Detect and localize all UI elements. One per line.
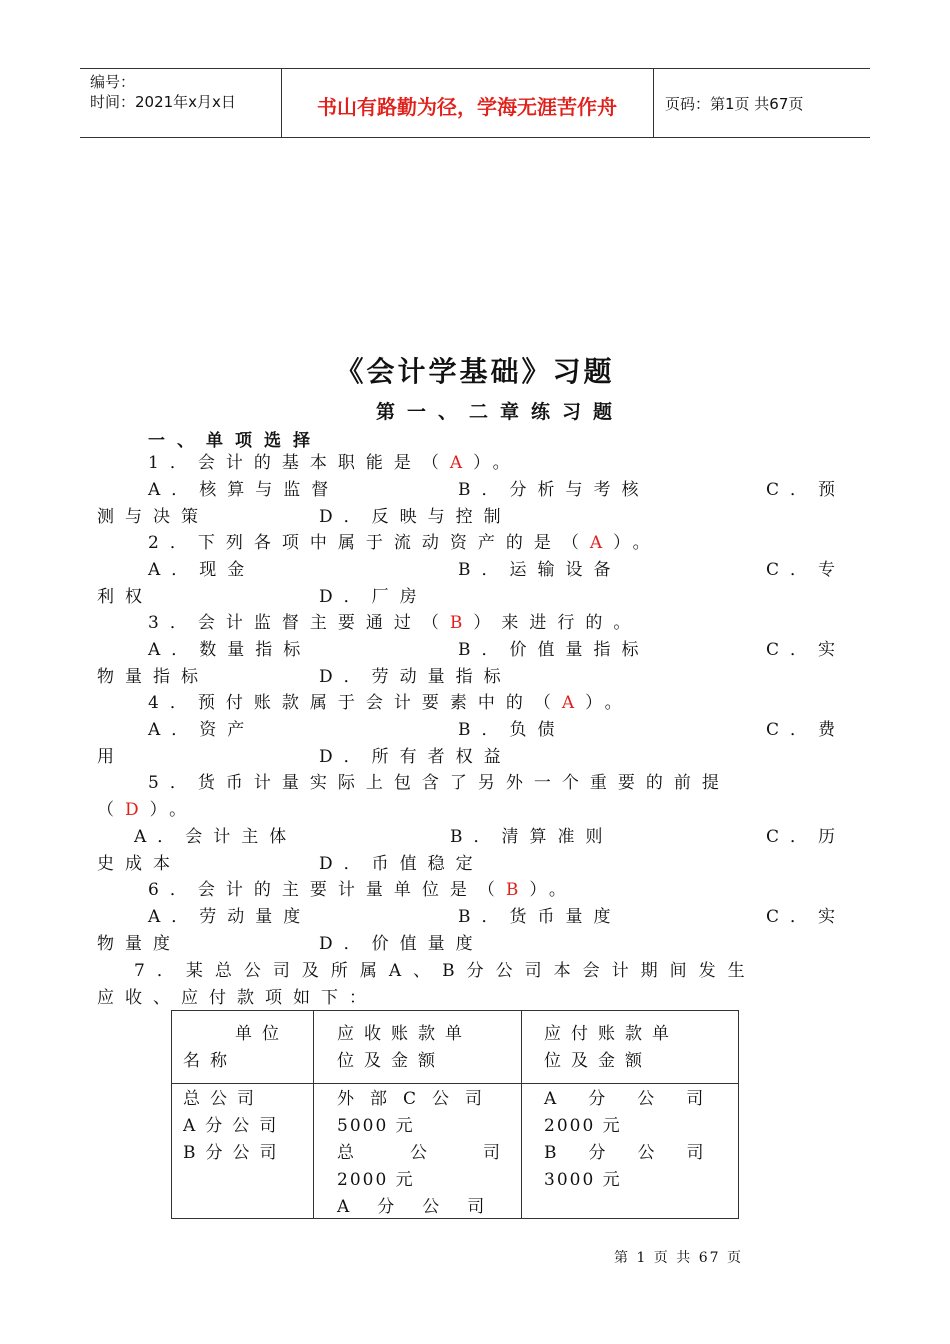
chapter-subtitle: 第一、二章练习题 (375, 401, 624, 423)
table-header-unit: 名称 (183, 1051, 237, 1071)
number-label: 编号： (90, 73, 136, 91)
option-d: D．反映与控制 (319, 507, 512, 527)
answer: B (505, 880, 530, 900)
table-cell: 5000 元 (337, 1116, 415, 1136)
table-cell: A分公司 (337, 1197, 513, 1217)
option-c-cont: 物量度 (97, 934, 181, 954)
option-d: D．价值量度 (319, 934, 484, 954)
table-rule (313, 1011, 314, 1218)
table-cell: 2000 元 (544, 1116, 622, 1136)
question-stem: 3．会计监督主要通过（B）来进行的。 (148, 613, 642, 633)
option-a: A．核算与监督 (148, 480, 340, 500)
option-c: C．历 (766, 827, 847, 847)
table-cell: B分公司 (183, 1143, 287, 1163)
table-header-receivable: 应收账款单 (337, 1024, 472, 1044)
option-a: A．现金 (148, 560, 256, 580)
option-d: D．厂房 (319, 587, 428, 607)
option-c: C．实 (766, 907, 847, 927)
option-c: C．预 (766, 480, 847, 500)
option-c: C．专 (766, 560, 847, 580)
receivables-table (171, 1010, 739, 1219)
question-stem: 2．下列各项中属于流动资产的是（A）。 (148, 533, 661, 553)
option-b: B．负债 (458, 720, 566, 740)
question-stem: 4．预付账款属于会计要素中的（A）。 (148, 693, 633, 713)
option-a: A．会计主体 (134, 827, 298, 847)
document-title: 《会计学基础》习题 (335, 355, 615, 388)
table-cell: B分公司 (544, 1143, 736, 1163)
table-cell: A分公司 (183, 1116, 287, 1136)
question-stem: 7．某总公司及所属A、B分公司本会计期间发生 (134, 961, 757, 981)
option-c-cont: 测与决策 (97, 507, 209, 527)
section-heading: 一、单项选择 (148, 431, 322, 451)
option-c: C．费 (766, 720, 847, 740)
option-d: D．所有者权益 (319, 747, 512, 767)
table-cell: 3000 元 (544, 1170, 622, 1190)
question-stem: 5．货币计量实际上包含了另外一个重要的前提 (148, 773, 730, 793)
page-header (80, 68, 870, 138)
question-stem-cont: （D）。 (97, 800, 198, 820)
answer: D (125, 800, 150, 820)
motto: 书山有路勤为径，学海无涯苦作舟 (317, 95, 617, 119)
option-c-cont: 史成本 (97, 854, 181, 874)
option-b: B．分析与考核 (458, 480, 650, 500)
option-b: B．运输设备 (458, 560, 622, 580)
table-header-payable: 应付账款单 (544, 1024, 679, 1044)
table-cell: 总公司 (183, 1089, 264, 1109)
option-b: B．货币量度 (458, 907, 622, 927)
header-divider (653, 69, 654, 137)
option-d: D．劳动量指标 (319, 667, 512, 687)
header-meta (90, 72, 236, 112)
option-a: A．资产 (148, 720, 256, 740)
option-c-cont: 物量指标 (97, 667, 209, 687)
table-cell: A分公司 (544, 1089, 736, 1109)
option-a: A．数量指标 (148, 640, 312, 660)
option-b: B．清算准则 (450, 827, 614, 847)
answer: A (449, 453, 474, 473)
table-header-payable: 位及金额 (544, 1051, 652, 1071)
table-cell: 总公司 (337, 1143, 556, 1163)
table-header-unit: 单位 (235, 1024, 289, 1044)
answer: B (449, 613, 474, 633)
answer: A (589, 533, 614, 553)
table-cell: 2000 元 (337, 1170, 415, 1190)
table-header-receivable: 位及金额 (337, 1051, 445, 1071)
page-count-label: 页码：第1页 共67页 (665, 95, 804, 113)
answer: A (561, 693, 586, 713)
table-cell: 外部C公司 (337, 1089, 499, 1109)
page-footer: 第 1 页 共 67 页 (614, 1250, 743, 1266)
question-stem-cont: 应收、应付款项如下： (97, 988, 377, 1008)
question-stem: 6．会计的主要计量单位是（B）。 (148, 880, 577, 900)
date-label: 时间：2021年x月x日 (90, 93, 236, 111)
question-stem: 1．会计的基本职能是（A）。 (148, 453, 521, 473)
option-c-cont: 利权 (97, 587, 153, 607)
option-a: A．劳动量度 (148, 907, 312, 927)
option-c-cont: 用 (97, 747, 125, 767)
option-c: C．实 (766, 640, 847, 660)
table-rule (521, 1011, 522, 1218)
table-rule (172, 1083, 738, 1084)
option-b: B．价值量指标 (458, 640, 650, 660)
option-d: D．币值稳定 (319, 854, 484, 874)
